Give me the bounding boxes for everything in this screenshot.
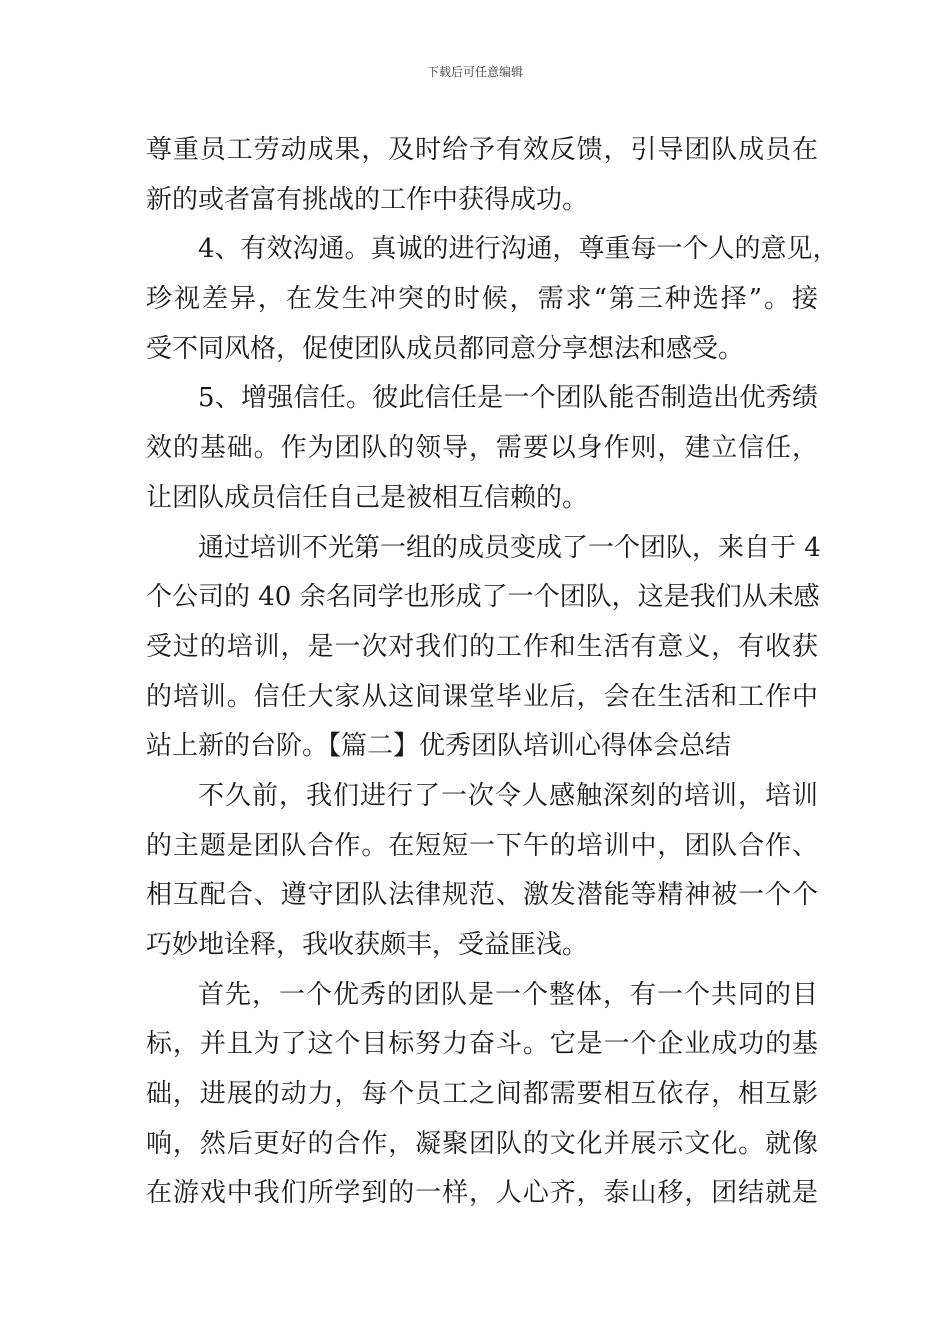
text-line: 个公司的 40 余名同学也形成了一个团队，这是我们从未感 [146, 582, 820, 613]
text-line: 受不同风格，促使团队成员都同意分享想法和感受。 [146, 333, 745, 364]
text-line: 受过的培训，是一次对我们的工作和生活有意义，有收获 [146, 631, 818, 662]
text-line: 不久前，我们进行了一次令人感触深刻的培训，培训 [198, 780, 818, 811]
text-line: 尊重员工劳动成果，及时给予有效反馈，引导团队成员在 [146, 135, 818, 165]
text-line: 通过培训不光第一组的成员变成了一个团队，来自于 4 [198, 532, 821, 563]
text-line: 珍视差异，在发生冲突的时候，需求“第三种选择”。接 [146, 284, 818, 315]
text-line: 响，然后更好的合作，凝聚团队的文化并展示文化。就像 [146, 1128, 818, 1159]
text-line: 4、有效沟通。真诚的进行沟通，尊重每一个人的意见， [198, 234, 839, 265]
text-line: 首先，一个优秀的团队是一个整体，有一个共同的目 [198, 979, 818, 1010]
text-line: 的主题是团队合作。在短短一下午的培训中，团队合作、 [146, 830, 818, 861]
text-line: 让团队成员信任自己是被相互信赖的。 [146, 482, 589, 513]
text-line: 巧妙地诠释，我收获颇丰，受益匪浅。 [146, 930, 589, 960]
document-body [146, 126, 839, 1219]
text-line: 相互配合、遵守团队法律规范、激发潜能等精神被一个个 [146, 880, 818, 911]
text-line: 效的基础。作为团队的领导，需要以身作则，建立信任， [146, 433, 818, 464]
page-header: 下载后可任意编辑 [426, 65, 523, 79]
text-line: 础，进展的动力，每个员工之间都需要相互依存，相互影 [146, 1079, 818, 1110]
text-line: 5、增强信任。彼此信任是一个团队能否制造出优秀绩 [198, 383, 818, 414]
text-line: 标，并且为了这个目标努力奋斗。它是一个企业成功的基 [146, 1029, 818, 1060]
text-line: 站上新的台阶。【篇二】优秀团队培训心得体会总结 [146, 731, 732, 762]
text-line: 的培训。信任大家从这间课堂毕业后，会在生活和工作中 [146, 681, 818, 712]
text-line: 新的或者富有挑战的工作中获得成功。 [146, 184, 589, 215]
text-line: 在游戏中我们所学到的一样，人心齐，泰山移，团结就是 [146, 1178, 818, 1209]
